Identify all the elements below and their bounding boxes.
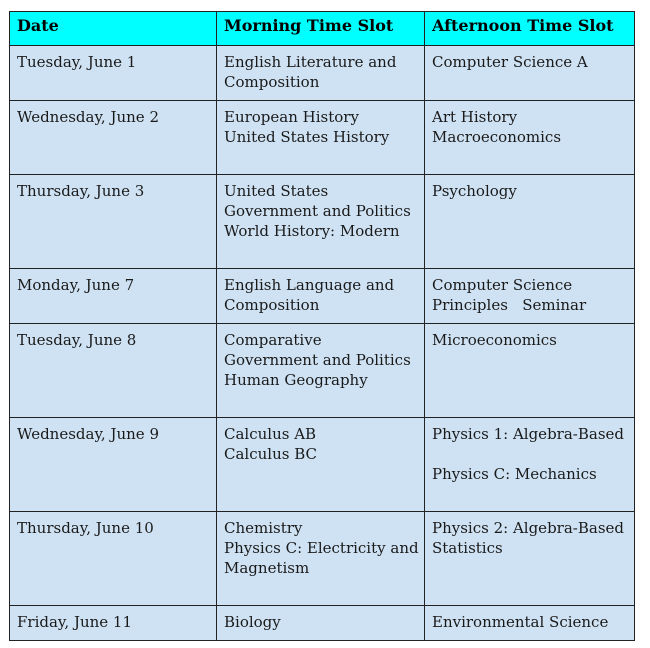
table-row xyxy=(10,418,635,512)
date-text: Wednesday, June 9 xyxy=(17,425,159,443)
morning-exam: English Literature and xyxy=(224,53,397,71)
morning-exam: Calculus AB xyxy=(224,425,317,443)
table-row xyxy=(10,46,635,101)
afternoon-cell xyxy=(425,418,635,512)
afternoon-cell xyxy=(425,269,635,324)
afternoon-exam: Computer Science xyxy=(432,276,573,294)
date-text: Tuesday, June 8 xyxy=(17,331,137,349)
date-text: Thursday, June 10 xyxy=(17,519,154,537)
morning-cell xyxy=(217,101,425,175)
date-cell xyxy=(10,46,217,101)
date-text: Friday, June 11 xyxy=(17,613,133,631)
table-row xyxy=(10,606,635,641)
afternoon-cell xyxy=(425,606,635,641)
morning-exam: Physics C: Electricity and xyxy=(224,539,419,557)
morning-cell xyxy=(217,418,425,512)
morning-cell xyxy=(217,175,425,269)
table-row xyxy=(10,269,635,324)
afternoon-exam: Macroeconomics xyxy=(432,128,562,146)
afternoon-exam: Art History xyxy=(432,108,518,126)
morning-cell xyxy=(217,606,425,641)
afternoon-exam: Principles Seminar xyxy=(432,296,587,314)
date-text: Wednesday, June 2 xyxy=(17,108,159,126)
afternoon-exam: Environmental Science xyxy=(432,613,609,631)
table-header xyxy=(10,12,635,46)
exam-schedule-table xyxy=(9,11,635,641)
date-cell xyxy=(10,101,217,175)
date-cell xyxy=(10,418,217,512)
afternoon-cell xyxy=(425,324,635,418)
table-row xyxy=(10,512,635,606)
date-column-header: Date xyxy=(10,12,217,46)
morning-cell xyxy=(217,512,425,606)
morning-exam: Comparative xyxy=(224,331,322,349)
morning-exam: Government and Politics xyxy=(224,202,411,220)
morning-cell xyxy=(217,324,425,418)
morning-exam: Composition xyxy=(224,73,320,91)
date-text: Thursday, June 3 xyxy=(17,182,145,200)
header-row xyxy=(10,12,635,46)
afternoon-cell xyxy=(425,175,635,269)
afternoon-exam: Physics 2: Algebra-Based xyxy=(432,519,624,537)
afternoon-cell xyxy=(425,512,635,606)
morning-cell xyxy=(217,269,425,324)
table-row xyxy=(10,101,635,175)
date-cell xyxy=(10,269,217,324)
morning-exam: World History: Modern xyxy=(224,222,400,240)
afternoon-spacer xyxy=(432,444,627,464)
afternoon-exam: Physics 1: Algebra-Based xyxy=(432,425,624,443)
table-row xyxy=(10,175,635,269)
date-cell xyxy=(10,512,217,606)
afternoon-exam: Microeconomics xyxy=(432,331,557,349)
afternoon-exam: Physics C: Mechanics xyxy=(432,465,597,483)
morning-exam: English Language and xyxy=(224,276,395,294)
morning-exam: Magnetism xyxy=(224,559,310,577)
table-row xyxy=(10,324,635,418)
morning-exam: Calculus BC xyxy=(224,445,317,463)
table-body xyxy=(10,46,635,641)
afternoon-exam: Statistics xyxy=(432,539,503,557)
morning-exam: European History xyxy=(224,108,359,126)
morning-exam: Composition xyxy=(224,296,320,314)
afternoon-exam: Computer Science A xyxy=(432,53,588,71)
date-cell xyxy=(10,324,217,418)
morning-exam: Chemistry xyxy=(224,519,303,537)
afternoon-column-header: Afternoon Time Slot xyxy=(425,12,635,46)
date-cell xyxy=(10,175,217,269)
morning-exam: Human Geography xyxy=(224,371,368,389)
date-cell xyxy=(10,606,217,641)
morning-exam: Government and Politics xyxy=(224,351,411,369)
morning-exam: United States xyxy=(224,182,329,200)
morning-exam: Biology xyxy=(224,613,281,631)
afternoon-cell xyxy=(425,46,635,101)
afternoon-exam: Psychology xyxy=(432,182,517,200)
morning-exam: United States History xyxy=(224,128,390,146)
morning-cell xyxy=(217,46,425,101)
date-text: Tuesday, June 1 xyxy=(17,53,137,71)
afternoon-cell xyxy=(425,101,635,175)
morning-column-header: Morning Time Slot xyxy=(217,12,425,46)
date-text: Monday, June 7 xyxy=(17,276,135,294)
